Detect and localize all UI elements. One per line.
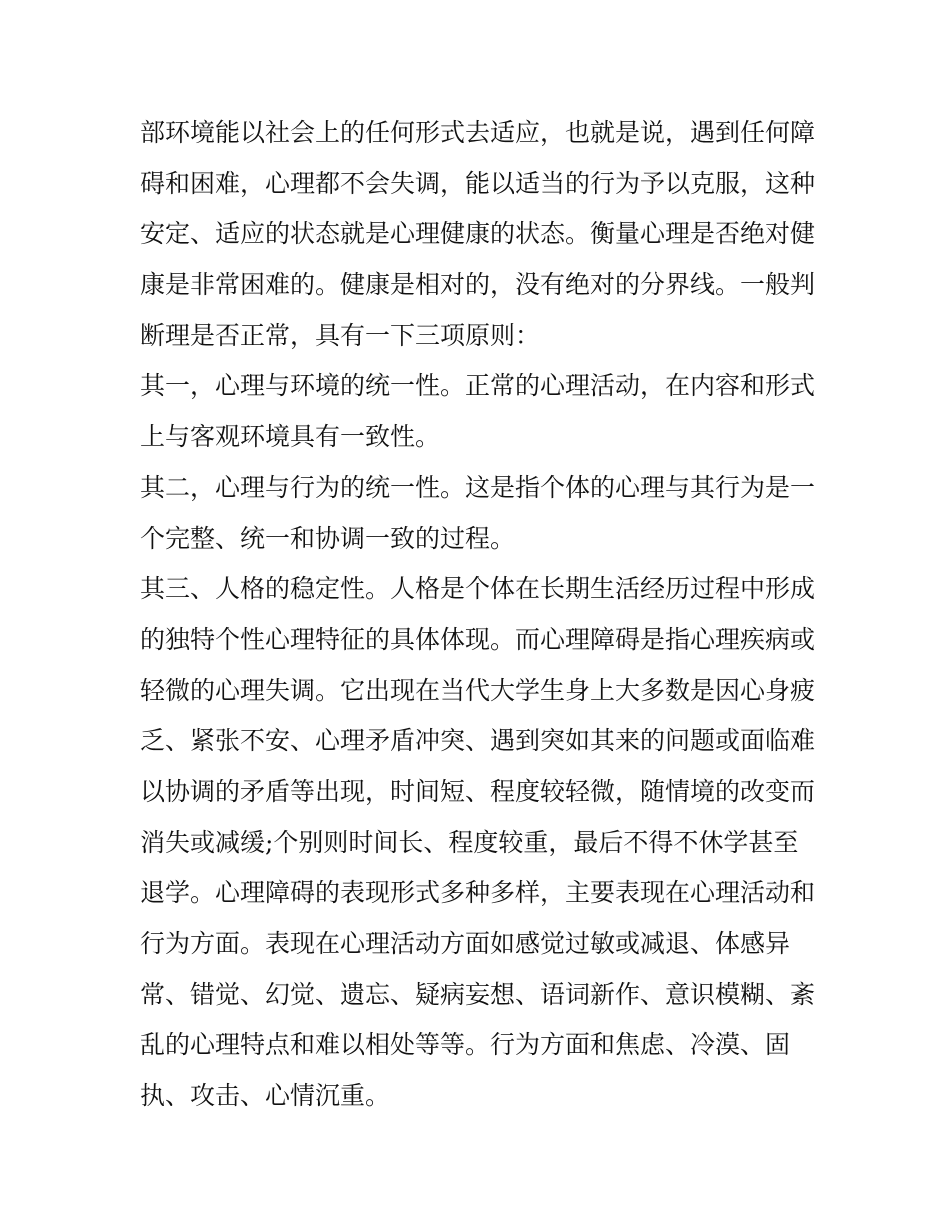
body-text — [140, 108, 820, 1122]
text-line: 消失或减缓;个别则时间长、程度较重，最后不得不休学甚至 — [140, 827, 799, 857]
text-line: 乏、紧张不安、心理矛盾冲突、遇到突如其来的问题或面临难 — [140, 726, 816, 756]
text-line: 安定、适应的状态就是心理健康的状态。衡量心理是否绝对健 — [140, 219, 816, 249]
text-line: 断理是否正常，具有一下三项原则： — [140, 320, 541, 350]
text-line: 其二，心理与行为的统一性。这是指个体的心理与其行为是一 — [140, 472, 816, 502]
text-line: 轻微的心理失调。它出现在当代大学生身上大多数是因心身疲 — [140, 675, 816, 705]
text-line: 其一，心理与环境的统一性。正常的心理活动，在内容和形式 — [140, 371, 816, 401]
text-line: 行为方面。表现在心理活动方面如感觉过敏或减退、体感异 — [140, 929, 791, 958]
text-line: 部环境能以社会上的任何形式去适应，也就是说，遇到任何障 — [140, 118, 816, 147]
text-line: 常、错觉、幻觉、遗忘、疑病妄想、语词新作、意识模糊、紊 — [140, 979, 816, 1009]
text-line: 上与客观环境具有一致性。 — [140, 422, 441, 452]
text-line: 乱的心理特点和难以相处等等。行为方面和焦虑、冷漠、固 — [140, 1030, 791, 1060]
text-line: 个完整、统一和协调一致的过程。 — [140, 523, 516, 553]
text-line: 的独特个性心理特征的具体体现。而心理障碍是指心理疾病或 — [140, 624, 816, 654]
text-line: 执、攻击、心情沉重。 — [140, 1081, 391, 1111]
text-line: 退学。心理障碍的表现形式多种多样，主要表现在心理活动和 — [140, 878, 816, 908]
text-line: 其三、人格的稳定性。人格是个体在长期生活经历过程中形成 — [140, 574, 816, 604]
text-line: 以协调的矛盾等出现，时间短、程度较轻微，随情境的改变而 — [140, 776, 816, 806]
text-line: 碍和困难，心理都不会失调，能以适当的行为予以克服，这种 — [140, 168, 816, 198]
text-line: 康是非常困难的。健康是相对的，没有绝对的分界线。一般判 — [140, 270, 816, 300]
